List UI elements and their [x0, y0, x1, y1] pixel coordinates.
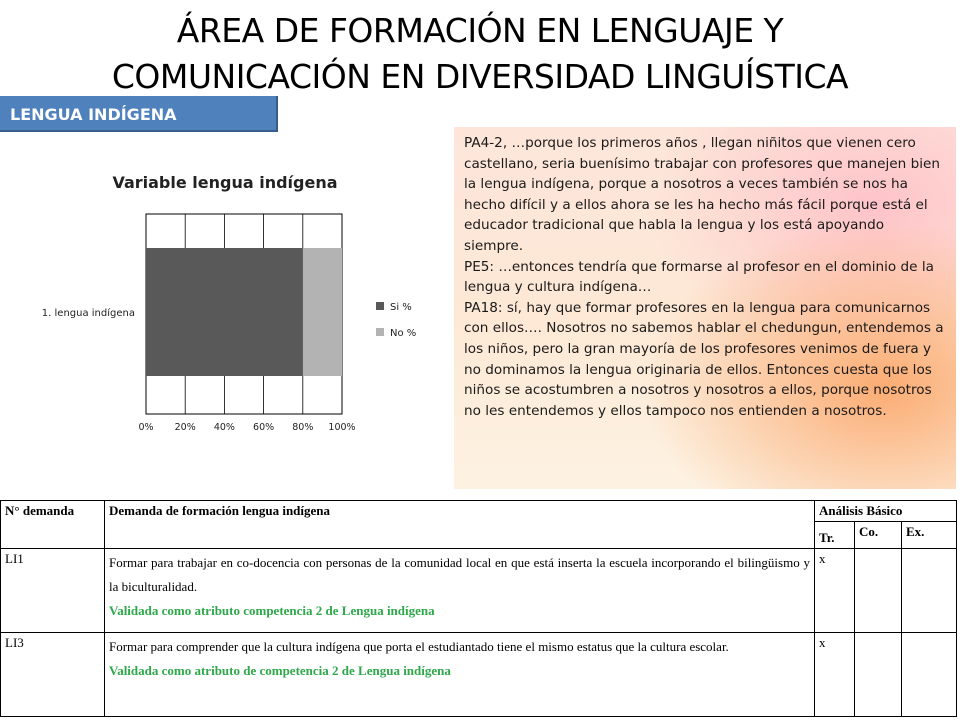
x-tick-label: 40% [213, 422, 235, 433]
x-tick-label: 0% [138, 422, 154, 433]
page-title-line-2: COMUNICACIÓN EN DIVERSIDAD LINGUÍSTICA [111, 57, 849, 96]
bar-segment [303, 248, 342, 376]
table-row [1, 549, 957, 633]
row-tr: x [815, 549, 855, 633]
bar-segment [146, 248, 303, 376]
table-row [1, 633, 957, 717]
header-co: Co. [855, 522, 902, 549]
chart-title: Variable lengua indígena [112, 173, 338, 192]
category-label: 1. lengua indígena [41, 308, 135, 319]
header-demand: Demanda de formación lengua indígena [105, 501, 815, 549]
legend-swatch [376, 302, 384, 310]
row-co [855, 549, 902, 633]
legend-swatch [376, 328, 384, 336]
page-title-line-1: ÁREA DE FORMACIÓN EN LENGUAJE Y [176, 11, 784, 50]
x-tick-label: 60% [253, 422, 275, 433]
x-tick-label: 80% [292, 422, 314, 433]
header-num: N° demanda [1, 501, 105, 549]
x-tick-label: 20% [174, 422, 196, 433]
row-demand [105, 633, 815, 717]
row-demand-text: Formar para trabajar en co-docencia con personas de la comunidad local en que está inserta la escuela incorporando el bilingüismo y la biculturalidad. [109, 555, 810, 594]
quote-paragraph: PE5: …entonces tendría que formarse al profesor en el dominio de la lengua y cultura indígena… [464, 258, 934, 296]
table-header-row [1, 501, 957, 522]
legend-label: Si % [390, 302, 412, 313]
row-tr: x [815, 633, 855, 717]
page-title [0, 8, 960, 100]
row-validation: Validada como atributo competencia 2 de Lengua indígena [109, 603, 435, 618]
header-analysis: Análisis Básico [815, 501, 957, 522]
header-tr: Tr. [815, 522, 855, 549]
row-validation: Validada como atributo de competencia 2 de Lengua indígena [109, 663, 451, 678]
quote-paragraph: PA18: sí, hay que formar profesores en la lengua para comunicarnos con ellos…. Nosotros no sabemos hablar el chedungun, entendemos a los niños, pero la gran mayoría de los profesores venimos de fuera y no dominamos la lengua originaria de ellos. Entonces cuesta que los niños se acostumbren a nosotros y nosotros a ellos, porque nosotros no les entendemos y ellos tampoco nos entienden a nosotros. [464, 299, 944, 419]
x-tick-label: 100% [328, 422, 356, 433]
demand-table [0, 500, 957, 717]
quote-paragraph: PA4-2, …porque los primeros años , llegan niñitos que vienen cero castellano, seria buenísimo trabajar con profesores que manejen bien la lengua indígena, porque a nosotros a veces también se nos ha hecho difícil y a ellos ahora se les ha hecho más fácil porque está el educador tradicional que habla la lengua y los está apoyando siempre. [464, 135, 940, 254]
chart-container [0, 150, 450, 450]
section-tag: LENGUA INDÍGENA [0, 96, 278, 132]
row-id: LI1 [1, 549, 105, 633]
stacked-bar-chart [0, 150, 450, 450]
row-ex [902, 549, 957, 633]
row-co [855, 633, 902, 717]
quote-box [454, 127, 956, 489]
row-demand-text: Formar para comprender que la cultura indígena que porta el estudiantado tiene el mismo estatus que la cultura escolar. [109, 639, 729, 654]
header-ex: Ex. [902, 522, 957, 549]
row-demand [105, 549, 815, 633]
row-id: LI3 [1, 633, 105, 717]
row-ex [902, 633, 957, 717]
legend-label: No % [390, 328, 417, 339]
